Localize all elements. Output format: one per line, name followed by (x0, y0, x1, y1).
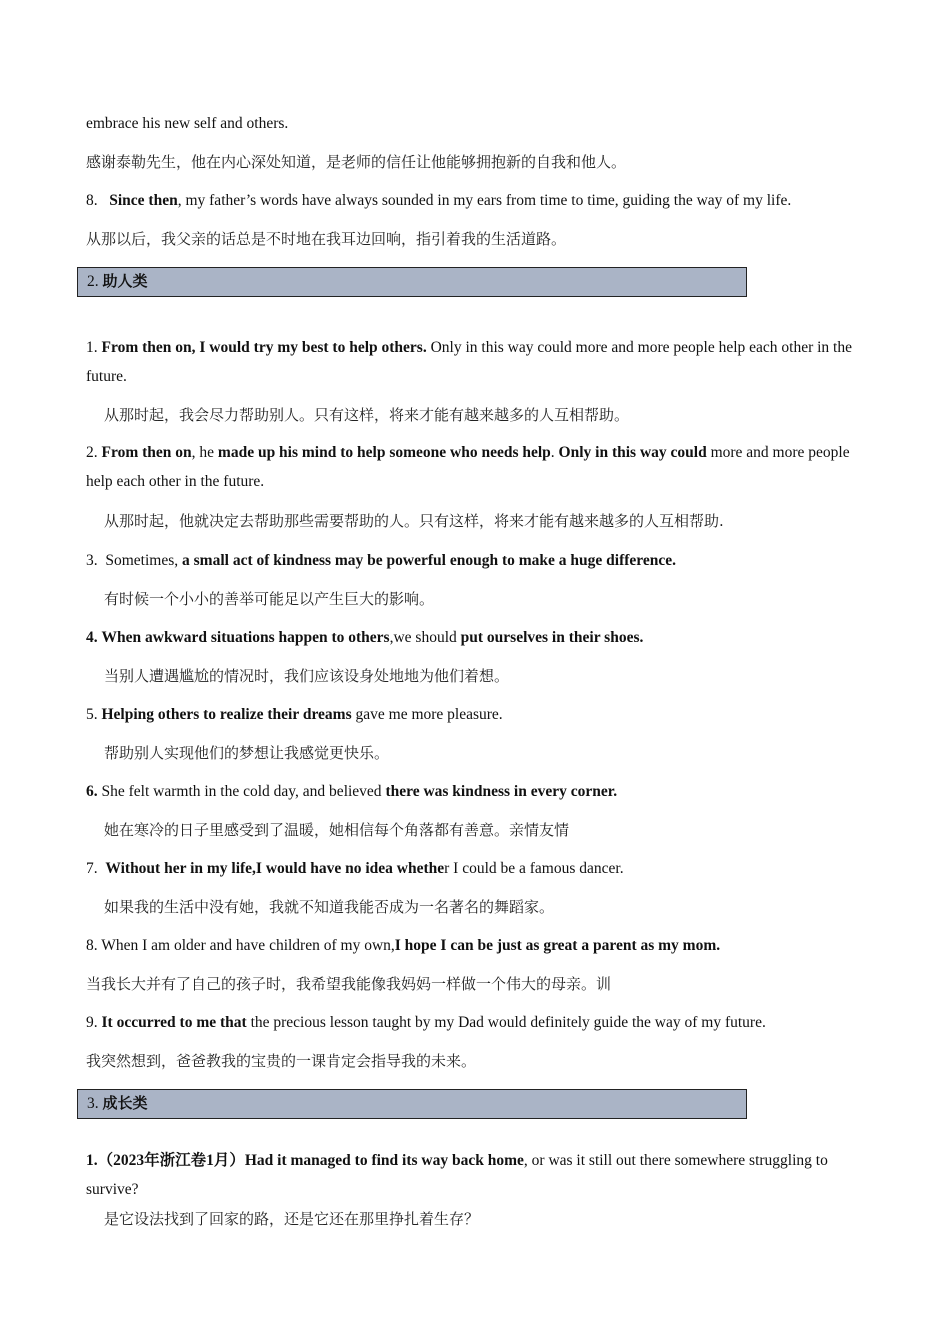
item-bold: I hope I can be just as great a parent as my mom. (394, 937, 721, 954)
s2-item-3 (86, 546, 876, 575)
s2-item-2 (86, 438, 876, 496)
section-title: 助人类 (102, 272, 148, 290)
item-bold: put ourselves in their shoes. (460, 629, 644, 646)
item-number: 9. (86, 1014, 98, 1031)
item-bold: a small act of kindness may be powerful enough to make a huge difference. (182, 552, 677, 569)
intro-zh: 感谢泰勒先生，他在内心深处知道，是老师的信任让他能够拥抱新的自我和他人。 (86, 153, 627, 171)
s2-item-1 (86, 333, 876, 391)
s2-item-9-zh: 我突然想到，爸爸教我的宝贵的一课肯定会指导我的未来。 (86, 1052, 477, 1070)
item-number: 5. (86, 706, 98, 723)
s3-item-1-zh: 是它设法找到了回家的路，还是它还在那里挣扎着生存？ (104, 1210, 480, 1228)
prev-item-8 (86, 186, 876, 215)
item-number: 7. (86, 860, 98, 877)
s2-item-8 (86, 931, 876, 960)
item-bold: Only in this way could (558, 444, 707, 461)
item-number: 8. (86, 192, 98, 209)
item-text: , he (191, 444, 218, 461)
item-text: r I could be a famous dancer. (444, 860, 624, 877)
s2-item-3-zh: 有时候一个小小的善举可能足以产生巨大的影响。 (104, 590, 435, 608)
s2-item-2-zh: 从那时起，他就决定去帮助那些需要帮助的人。只有这样，将来才能有越来越多的人互相帮助. (104, 512, 724, 530)
item-bold: Helping others to realize their dreams (101, 706, 352, 723)
s2-item-5-zh: 帮助别人实现他们的梦想让我感觉更快乐。 (104, 744, 390, 762)
section-heading-3 (77, 1089, 747, 1119)
s2-item-6 (86, 777, 876, 806)
item-bold: When awkward situations happen to others (101, 629, 390, 646)
item-number: 4. (86, 629, 98, 646)
item-bold: From then on (101, 444, 192, 461)
section-title: 成长类 (102, 1094, 148, 1112)
item-number: 1. (86, 339, 98, 356)
item-text: ,we should (389, 629, 461, 646)
item-bold: Without her in my life,I would have no idea whethe (105, 860, 445, 877)
item-bold: （2023年浙江卷1月）Had it managed to find its way back home (97, 1152, 524, 1169)
section-number: 2. (87, 273, 99, 290)
item-text: When I am older and have children of my own, (97, 937, 395, 954)
item-text: , or was it still out there somewhere struggling to survive? (86, 1152, 828, 1198)
s2-item-8-zh: 当我长大并有了自己的孩子时，我希望我能像我妈妈一样做一个伟大的母亲。训 (86, 975, 612, 993)
s2-item-4 (86, 623, 876, 652)
item-text: Only in this way could more and more people help each other in the future. (86, 339, 852, 385)
item-number: 2. (86, 444, 98, 461)
item-number: 1. (86, 1152, 98, 1169)
section-number: 3. (87, 1095, 99, 1112)
item-text: more and more people help each other in the future. (86, 444, 850, 490)
intro-en: embrace his new self and others. (86, 115, 289, 132)
s2-item-5 (86, 700, 876, 729)
item-bold: It occurred to me that (101, 1014, 247, 1031)
item-text: . (550, 444, 559, 461)
s2-item-7-zh: 如果我的生活中没有她，我就不知道我能否成为一名著名的舞蹈家。 (104, 898, 555, 916)
item-text: , my father’s words have always sounded in my ears from time to time, guiding the way of my life. (177, 192, 792, 209)
item-bold: Since then (109, 192, 178, 209)
item-text: She felt warmth in the cold day, and believed (97, 783, 386, 800)
prev-item-8-zh: 从那以后，我父亲的话总是不时地在我耳边回响，指引着我的生活道路。 (86, 230, 567, 248)
section-heading-2 (77, 267, 747, 297)
item-number: 8. (86, 937, 98, 954)
item-bold: there was kindness in every corner. (385, 783, 618, 800)
item-text: Sometimes, (105, 552, 183, 569)
item-text: the precious lesson taught by my Dad would definitely guide the way of my future. (246, 1014, 766, 1031)
item-number: 3. (86, 552, 98, 569)
s2-item-6-zh: 她在寒冷的日子里感受到了温暖，她相信每个角落都有善意。亲情友情 (104, 821, 570, 839)
s3-item-1 (86, 1146, 876, 1204)
s2-item-9 (86, 1008, 876, 1037)
item-bold: made up his mind to help someone who needs help (217, 444, 551, 461)
s2-item-4-zh: 当别人遭遇尴尬的情况时，我们应该设身处地地为他们着想。 (104, 667, 510, 685)
item-text: gave me more pleasure. (351, 706, 503, 723)
s2-item-7 (86, 854, 876, 883)
s2-item-1-zh: 从那时起，我会尽力帮助别人。只有这样，将来才能有越来越多的人互相帮助。 (104, 406, 630, 424)
item-number: 6. (86, 783, 98, 800)
item-bold: From then on, I would try my best to help others. (101, 339, 427, 356)
